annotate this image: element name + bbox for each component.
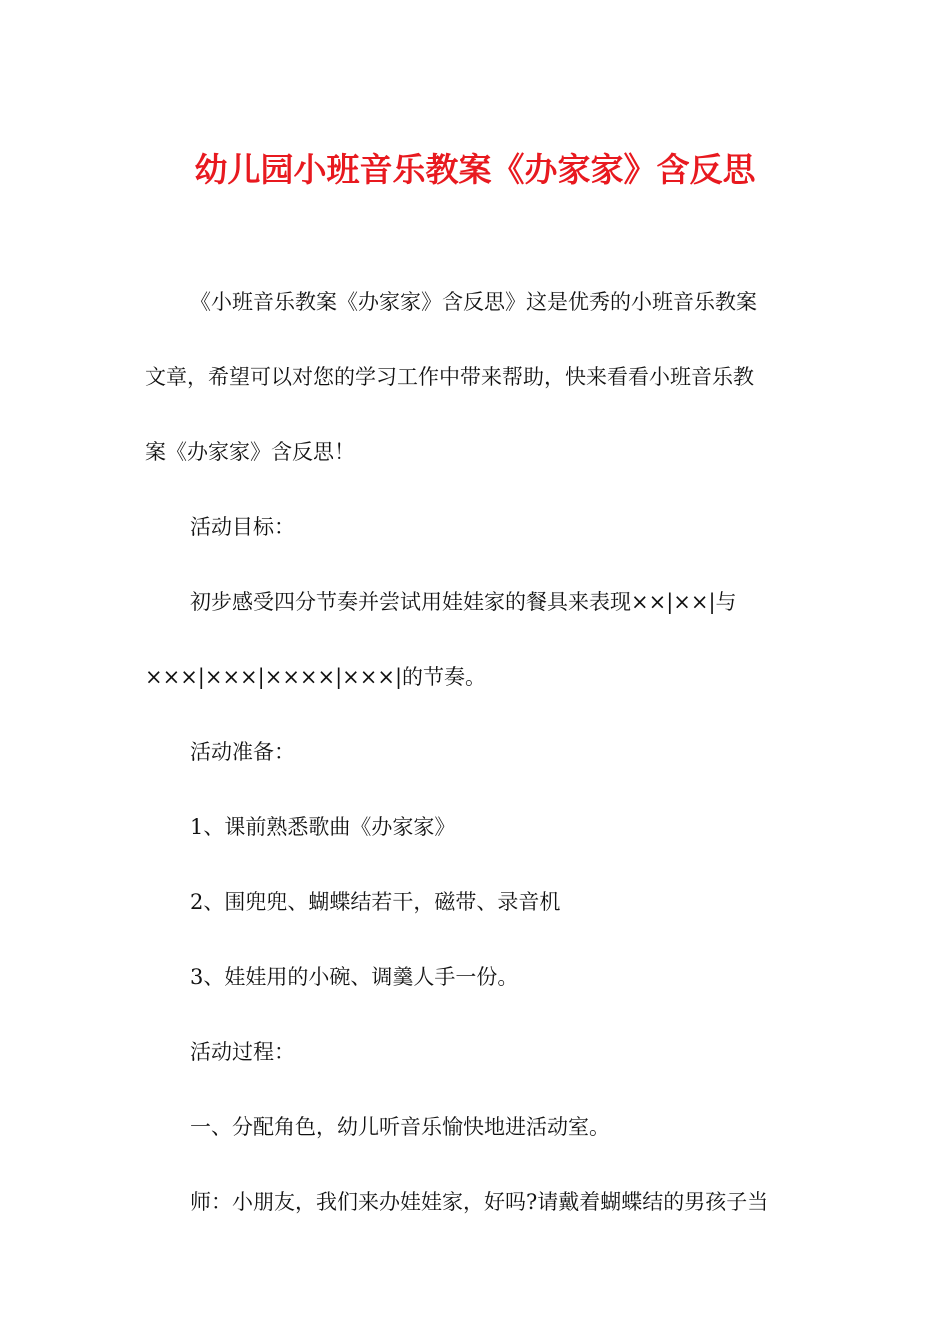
body-line-intro-1: 《小班音乐教案《办家家》含反思》这是优秀的小班音乐教案 xyxy=(190,290,757,314)
body-line-process-1: 一、分配角色，幼儿听音乐愉快地进活动室。 xyxy=(190,1115,610,1139)
body-line-goals-2: ×××|×××|××××|×××|的节奏。 xyxy=(145,665,487,689)
list-item-preparation-1: 1、课前熟悉歌曲《办家家》 xyxy=(190,815,456,839)
body-line-intro-2: 文章，希望可以对您的学习工作中带来帮助，快来看看小班音乐教 xyxy=(145,365,754,389)
section-heading-preparation: 活动准备： xyxy=(190,740,295,764)
section-heading-goals: 活动目标： xyxy=(190,515,295,539)
list-item-preparation-2: 2、围兜兜、蝴蝶结若干，磁带、录音机 xyxy=(190,890,561,914)
document-title: 幼儿园小班音乐教案《办家家》含反思 xyxy=(194,150,756,189)
section-heading-process: 活动过程： xyxy=(190,1040,295,1064)
list-item-preparation-3: 3、娃娃用的小碗、调羹人手一份。 xyxy=(190,965,519,989)
body-line-process-2: 师：小朋友，我们来办娃娃家，好吗?请戴着蝴蝶结的男孩子当 xyxy=(190,1190,769,1214)
body-line-intro-3: 案《办家家》含反思！ xyxy=(145,440,355,464)
body-line-goals-1: 初步感受四分节奏并尝试用娃娃家的餐具来表现××|××|与 xyxy=(190,590,737,614)
